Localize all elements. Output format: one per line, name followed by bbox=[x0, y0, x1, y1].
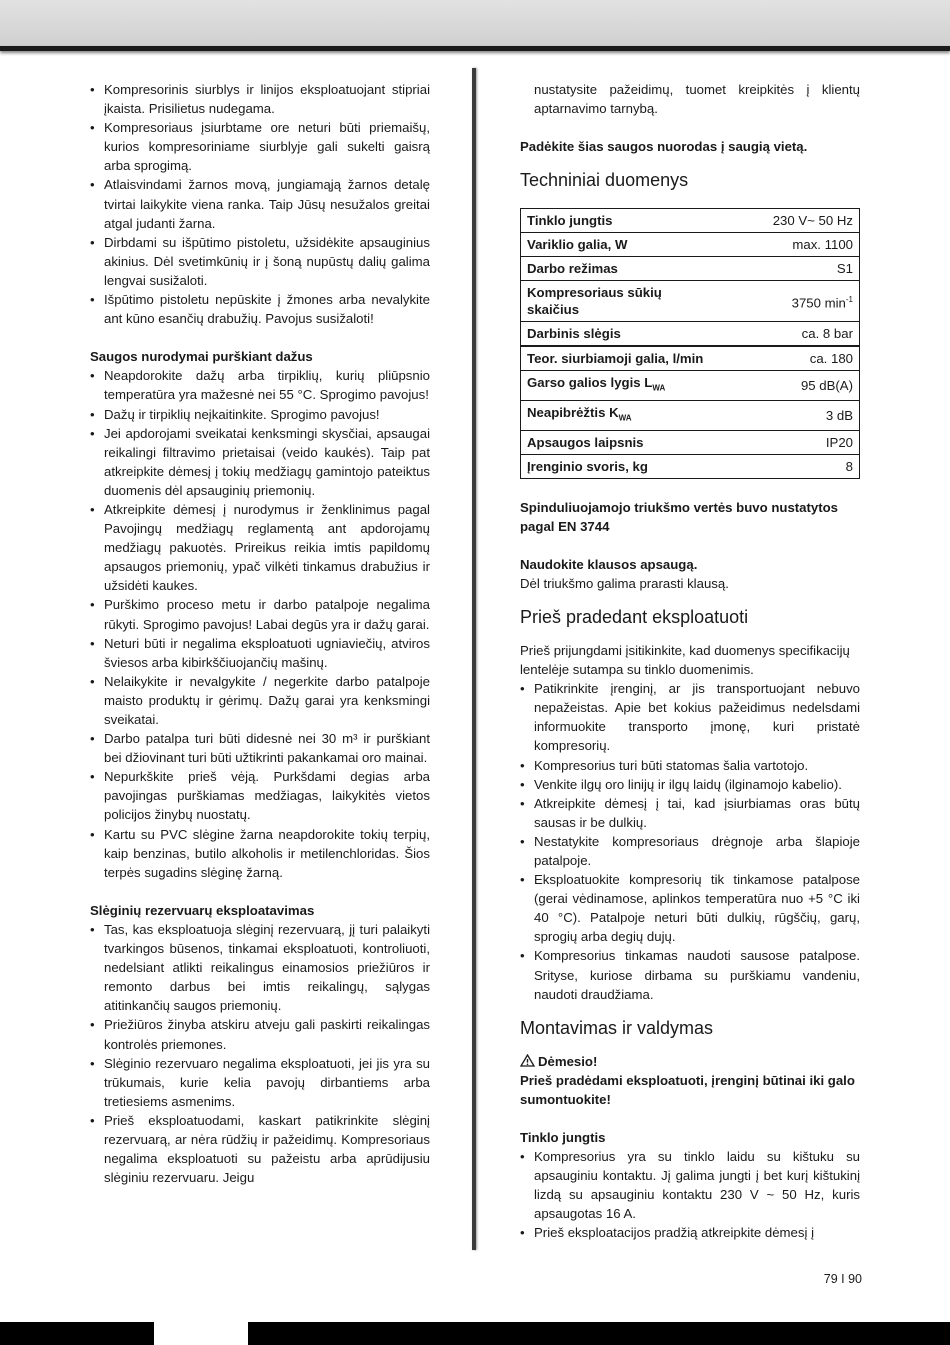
spec-key: Įrenginio svoris, kg bbox=[521, 454, 724, 478]
spec-value: IP20 bbox=[723, 430, 860, 454]
spec-key-sub: WA bbox=[652, 383, 666, 393]
tech-heading: Techniniai duomenys bbox=[520, 170, 689, 191]
table-row bbox=[521, 281, 860, 322]
table-row bbox=[521, 371, 860, 401]
list-item: • Slėginio rezervuaro negalima eksploatuoti, jei jis yra su trūkumais, kurie kelia pavojų dirbantiems arba tretiesiems asmenims. bbox=[90, 1054, 430, 1111]
table-row bbox=[521, 454, 860, 478]
header-bar bbox=[0, 0, 950, 48]
list-item: • Eksploatuokite kompresorių tik tinkamose patalpose (gerai vėdinamose, aplinkos temperatūra nuo +5 °C iki 40 °C). Patalpoje neturi būti dulkių, rūgščių, garų, sprogių arba degių dujų. bbox=[520, 870, 860, 946]
list-item: • Nelaikykite ir nevalgykite / negerkite darbo patalpoje maisto produktų ir gėrimų. Dažų garai yra kenksmingi sveikatai. bbox=[90, 672, 430, 729]
spec-value: 8 bbox=[723, 454, 860, 478]
hearing-text: Dėl triukšmo galima prarasti klausą. bbox=[520, 575, 729, 591]
list-item: • Dirbdami su išpūtimo pistoletu, užsidėkite apsauginius akinius. Dėl svetimkūnių ir į šoną nupūstų dalių galima lengvai susižaloti. bbox=[90, 233, 430, 290]
left-column bbox=[90, 80, 430, 1187]
footer-gap bbox=[154, 1322, 248, 1345]
table-row bbox=[521, 346, 860, 371]
right-column bbox=[520, 80, 860, 1243]
list-item: • Patikrinkite įrenginį, ar jis transportuojant nebuvo nepažeistas. Apie bet kokius pažeidimus nedelsdami informuokite transporto įmonę, kuri pristatė kompresorių. bbox=[520, 679, 860, 755]
table-row bbox=[521, 233, 860, 257]
continuation-text: nustatysite pažeidimų, tuomet kreipkitės į klientų aptarnavimo tarnybą. bbox=[534, 82, 860, 117]
before-heading: Prieš pradedant eksploatuoti bbox=[520, 606, 749, 627]
list-item: • Kompresorius tinkamas naudoti sausose patalpose. Srityse, kuriose dirbama su purškiamu vandeniu, naudoti draudžiama. bbox=[520, 946, 860, 1003]
spec-value: ca. 8 bar bbox=[723, 322, 860, 347]
list-item: • Kompresorius yra su tinklo laidu su kištuku su apsauginiu kontaktu. Jį galima jungti į bet kurį kištukinį lizdą su apsauginiu kontaktu 230 V ~ 50 Hz, kuris apsaugotas 16 A. bbox=[520, 1147, 860, 1223]
keep-note: Padėkite šias saugos nuorodas į saugią vietą. bbox=[520, 139, 808, 155]
before-intro: Prieš prijungdami įsitikinkite, kad duomenys specifikacijų lentelėje sutampa su tinklo duomenimis. bbox=[520, 642, 850, 678]
spec-key: Teor. siurbiamoji galia, l/min bbox=[521, 346, 724, 371]
hearing-protection: Naudokite klausos apsaugą. bbox=[520, 556, 698, 572]
tank-list bbox=[90, 920, 430, 1187]
spec-value-text: 3750 min bbox=[791, 295, 846, 311]
list-item: • Kompresoriaus įsiurbtame ore neturi būti priemaišų, kurios kompresoriniame siurblyje gali sukelti gaisrą arba sprogimą. bbox=[90, 118, 430, 175]
mount-heading: Montavimas ir valdymas bbox=[520, 1017, 714, 1038]
spec-table bbox=[520, 208, 860, 478]
list-item: • Darbo patalpa turi būti didesnė nei 30 m³ ir purškiant bei džiovinant turi būti užtikrinti pakankamai oro mainai. bbox=[90, 729, 430, 767]
list-item: • Jei apdorojami sveikatai kenksmingi skysčiai, apsaugai reikalingi filtravimo prietaisai (veido kaukės). Taip pat atkreipkite dėmesį į tokių medžiagų gamintojo pateiktus duomenis dėl apsauginių priemonių. bbox=[90, 424, 430, 500]
spec-value: S1 bbox=[723, 257, 860, 281]
attention-line bbox=[520, 1052, 860, 1071]
noise-note: Spinduliuojamojo triukšmo vertės buvo nustatytos pagal EN 3744 bbox=[520, 499, 839, 534]
list-item: • Dažų ir tirpiklių neįkaitinkite. Sprogimo pavojus! bbox=[90, 405, 430, 424]
list-item: • Venkite ilgų oro linijų ir ilgų laidų (ilginamojo kabelio). bbox=[520, 775, 860, 794]
spec-key: Darbo režimas bbox=[521, 257, 724, 281]
mains-list bbox=[520, 1147, 860, 1242]
spec-value: 230 V~ 50 Hz bbox=[723, 209, 860, 233]
column-divider bbox=[472, 68, 476, 1250]
table-row bbox=[521, 430, 860, 454]
spec-key: Kompresoriaus sūkių skaičius bbox=[521, 281, 724, 322]
section-heading-paint: Saugos nurodymai purškiant dažus bbox=[90, 349, 313, 365]
table-row bbox=[521, 400, 860, 430]
spec-key: Variklio galia, W bbox=[521, 233, 724, 257]
list-item: • Kompresorinis siurblys ir linijos eksploatuojant stipriai įkaista. Prisilietus nudegama. bbox=[90, 80, 430, 118]
spec-key: Tinklo jungtis bbox=[521, 209, 724, 233]
list-item: • Atkreipkite dėmesį į nurodymus ir ženklinimus pagal Pavojingų medžiagų reglamentą ant apdorojamų medžiagų pakuotės. Prireikus reikia imtis papildomų apsaugos priemonių, ypač vilkėti tinkamus drabužius ir užsidėti kaukes. bbox=[90, 500, 430, 595]
footer-bar bbox=[0, 1322, 950, 1345]
section-heading-tanks: Slėginių rezervuarų eksploatavimas bbox=[90, 902, 315, 918]
list-item: • Tas, kas eksploatuoja slėginį rezervuarą, jį turi palaikyti tvarkingos būsenos, tinkamai eksploatuoti, kontroliuoti, nedelsiant atlikti reikalingus einamosios priežiūros ir remonto darbus bei imtis reikalingų, sąlygas atitinkančių saugos priemonių. bbox=[90, 920, 430, 1015]
list-item: • Neapdorokite dažų arba tirpiklių, kurių pliūpsnio temperatūra yra mažesnė nei 55 °C. Sprogimo pavojus! bbox=[90, 366, 430, 404]
list-item: • Nestatykite kompresoriaus drėgnoje arba šlapioje patalpoje. bbox=[520, 832, 860, 870]
spec-key bbox=[521, 371, 724, 401]
list-item: • Prieš eksploatacijos pradžią atkreipkite dėmesį į bbox=[520, 1223, 860, 1242]
spec-value-sup: -1 bbox=[845, 295, 853, 305]
list-item: • Kompresorius turi būti statomas šalia vartotojo. bbox=[520, 756, 860, 775]
spec-key-text: Garso galios lygis L bbox=[527, 375, 653, 391]
attention-text: Prieš pradėdami eksploatuoti, įrenginį būtinai iki galo sumontuokite! bbox=[520, 1072, 855, 1107]
before-list bbox=[520, 679, 860, 1004]
spec-value: ca. 180 bbox=[723, 346, 860, 371]
list-item: • Priežiūros žinyba atskiru atveju gali paskirti reikalingas kontrolės priemones. bbox=[90, 1015, 430, 1053]
table-row bbox=[521, 209, 860, 233]
attention-label: Dėmesio! bbox=[538, 1053, 598, 1069]
spec-key: Darbinis slėgis bbox=[521, 322, 724, 347]
list-item: • Nepurkškite prieš vėją. Purkšdami degias arba pavojingas purškiamas medžiagas, laikykitės vietos policijos žinybų nuostatų. bbox=[90, 767, 430, 824]
spec-key: Apsaugos laipsnis bbox=[521, 430, 724, 454]
warning-icon bbox=[520, 1054, 535, 1067]
list-item: • Kartu su PVC slėgine žarna neapdorokite tokių terpių, kaip benzinas, butilo alkoholis ir metilenchloridas. Šios terpės sugadins slėginę žarną. bbox=[90, 825, 430, 882]
list-item: • Prieš eksploatuodami, kaskart patikrinkite slėginį rezervuarą, ar nėra rūdžių ir pažeidimų. Kompresoriaus negalima eksploatuoti su pažeistu arba aprūdijusiu slėginiu rezervuaru. Jeigu bbox=[90, 1111, 430, 1187]
list-item: • Išpūtimo pistoletu nepūskite į žmones arba nevalykite ant kūno esančių drabužių. Pavojus susižaloti! bbox=[90, 290, 430, 328]
spec-key-sub: WA bbox=[618, 413, 632, 423]
list-item: • Atkreipkite dėmesį į tai, kad įsiurbiamas oras būtų sausas ir be dulkių. bbox=[520, 794, 860, 832]
table-row bbox=[521, 322, 860, 347]
spec-value bbox=[723, 281, 860, 322]
spec-value: 95 dB(A) bbox=[723, 371, 860, 401]
spec-key-text: Neapibrėžtis K bbox=[527, 404, 619, 420]
table-row bbox=[521, 257, 860, 281]
spec-key bbox=[521, 400, 724, 430]
list-item: • Atlaisvindami žarnos movą, jungiamąją žarnos detalę tvirtai laikykite viena ranka. Taip Jūsų nesužalos greitai atgal judanti žarna. bbox=[90, 175, 430, 232]
spec-value: 3 dB bbox=[723, 400, 860, 430]
list-item: • Purškimo proceso metu ir darbo patalpoje negalima rūkyti. Sprogimo pavojus! Labai degūs yra ir dažų garai. bbox=[90, 595, 430, 633]
safety-list bbox=[90, 80, 430, 328]
page-number: 79 I 90 bbox=[823, 1272, 862, 1286]
spec-value: max. 1100 bbox=[723, 233, 860, 257]
paint-safety-list bbox=[90, 366, 430, 882]
header-rule bbox=[0, 46, 950, 51]
mains-heading: Tinklo jungtis bbox=[520, 1130, 606, 1145]
list-item: • Neturi būti ir negalima eksploatuoti ugniaviečių, atviros šviesos arba kibirkščiuojančių mašinų. bbox=[90, 634, 430, 672]
